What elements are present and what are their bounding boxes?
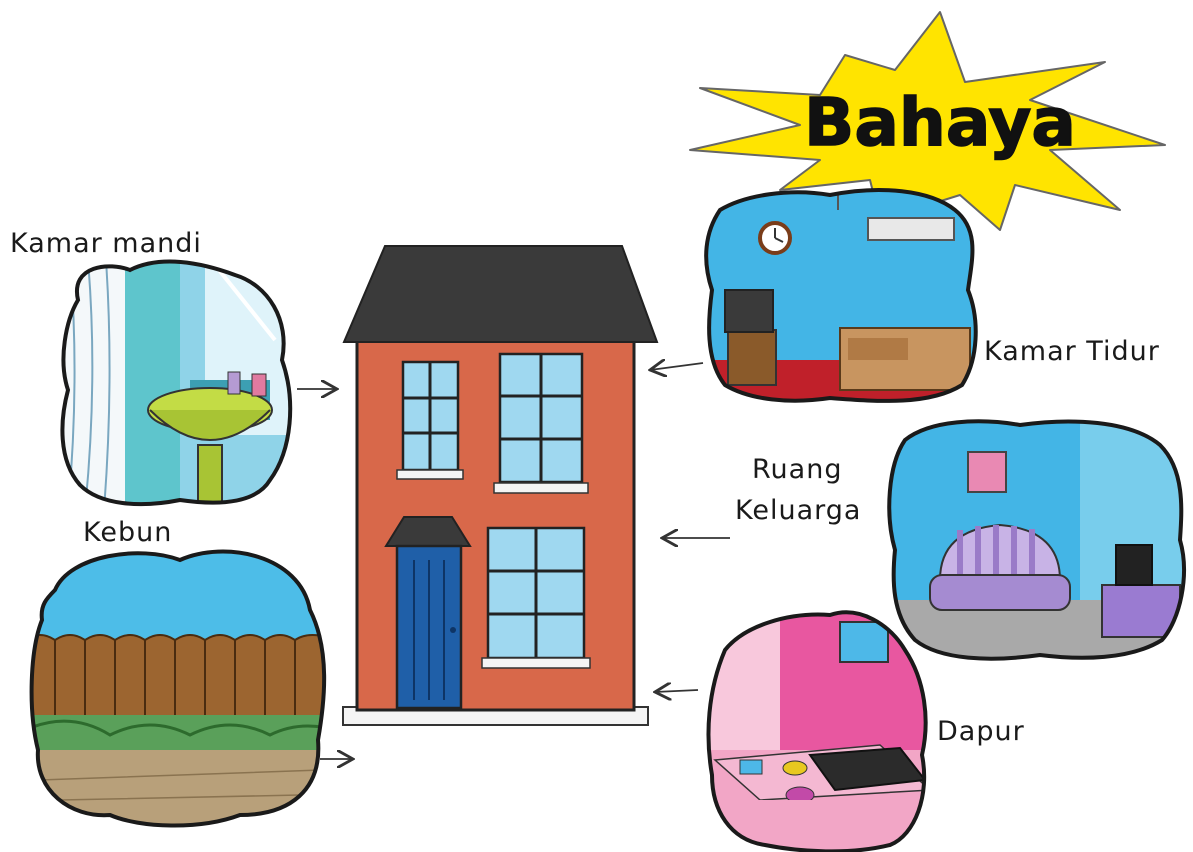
title-bahaya: Bahaya [804,84,1076,161]
garden-scene [25,540,335,830]
label-bedroom: Kamar Tidur [984,336,1160,367]
bathroom-scene [55,255,300,515]
kitchen-scene [700,600,940,852]
label-garden: Kebun [83,517,173,548]
label-kitchen: Dapur [937,716,1025,747]
house [343,246,657,725]
family-room-scene [880,410,1190,670]
arrow-kitchen [655,690,698,692]
house-roof [344,246,657,342]
window-upper-left [397,362,463,479]
window-upper-right [494,354,588,493]
front-door [386,517,470,708]
label-family-room-line1: Ruang [752,454,843,485]
label-bathroom: Kamar mandi [10,228,202,259]
window-lower-right [482,528,590,668]
bedroom-scene [700,185,985,410]
arrow-bedroom [650,363,703,370]
label-family-room-line2: Keluarga [735,495,862,526]
